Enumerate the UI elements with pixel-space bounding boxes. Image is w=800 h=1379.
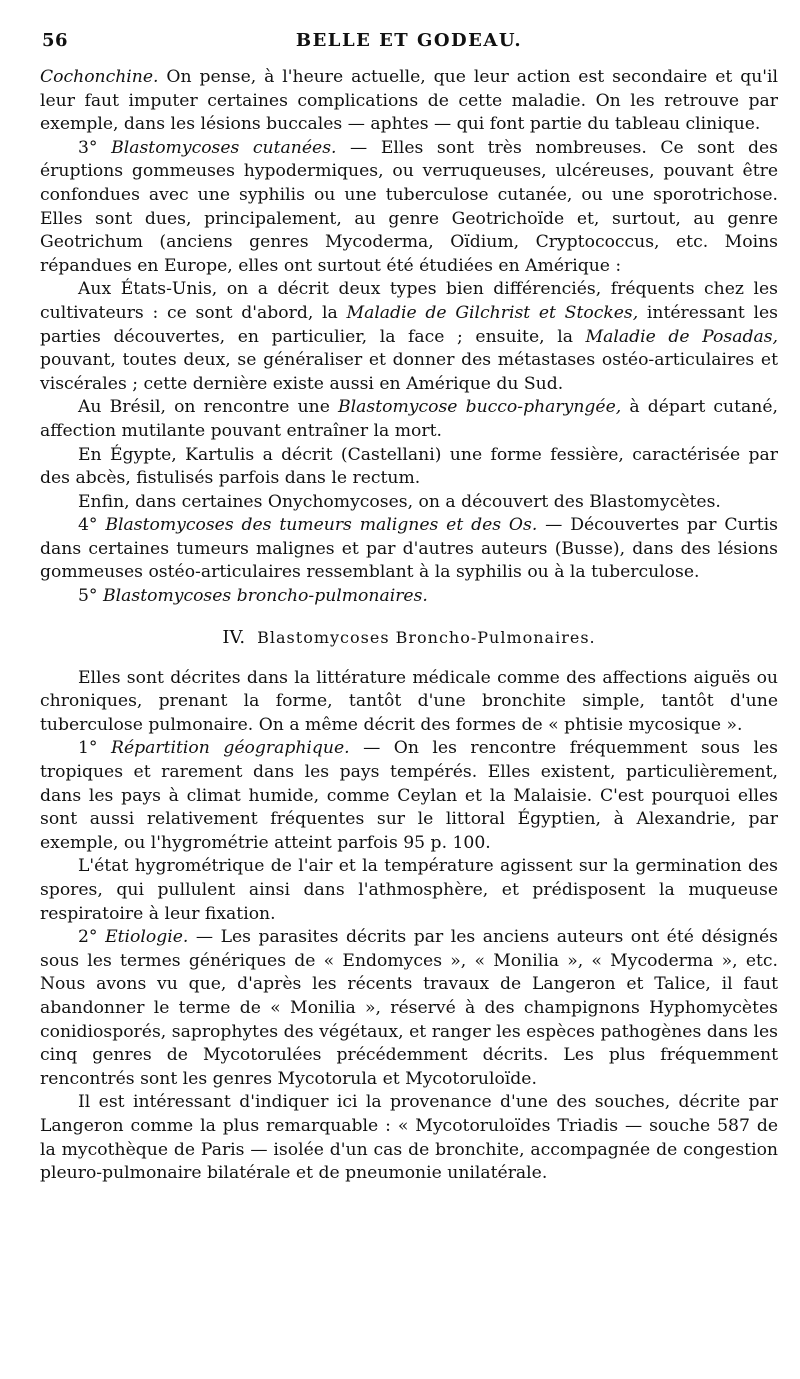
paragraph-text: Elles sont décrites dans la littérature médicale comme des affections aiguës ou chroniques, prenant la forme, tantôt d'une bronchite simple, tantôt d'une tuberculose pulmonaire. On a même décrit des formes de « phtisie mycosique ». [40,667,778,735]
paragraph-text: Il est intéressant d'indiquer ici la provenance d'une des souches, décrite par Langeron comme la plus remarquable : « Mycotoruloïdes Triadis — souche 587 de la mycothèque de Paris — isolée d'un cas de bronchite, accompagnée de congestion pleuro-pulmonaire bilatérale et de pneumonie unilatérale. [40,1092,778,1184]
paragraph-text: Enfin, dans certaines Onychomycoses, on a découvert des Blastomycètes. [78,491,721,512]
running-head [40,30,778,60]
page-number: 56 [42,30,69,51]
italic-heading: Etiologie. [105,927,189,948]
paragraph [40,491,778,515]
italic-heading: Blastomycoses cutanées. [111,137,337,158]
paragraph [40,926,778,1091]
italic-heading: Blastomycoses des tumeurs malignes et des Os. [105,515,538,536]
running-title: BELLE ET GODEAU. [295,30,523,51]
paragraph-text: — Découvertes par Curtis dans certaines tumeurs malignes et par d'autres auteurs (Busse), dans des lésions gommeuses ostéo-articulaires ressemblant à la syphilis ou à la tuberculose. [40,515,778,583]
section-title: Blastomycoses Broncho-Pulmonaires. [257,627,596,647]
paragraph [40,396,778,443]
section-heading [40,627,778,649]
item-number: 5° [78,586,98,607]
paragraph-text: intéressant les parties découvertes, en particulier, la face ; ensuite, la [40,302,778,347]
item-number: 4° [78,515,98,536]
document-page [40,30,778,1186]
paragraph-text: — Elles sont très nombreuses. Ce sont des éruptions gommeuses hypodermiques, ou verruqueuses, ulcéreuses, pouvant être confondues avec une syphilis ou une tuberculose cutanée, ou une sporotrichose. Elles sont dues, principalement, au genre Geotrichoïde et, surtout, au genre Geotrichum (anciens genres Mycoderma, Oïdium, Cryptococcus, etc. Moins répandues en Europe, elles ont surtout été étudiées en Amérique : [40,137,778,276]
item-number: 2° [78,927,98,948]
paragraph-text: On pense, à l'heure actuelle, que leur action est secondaire et qu'il leur faut imputer certaines complications de cette maladie. On les retrouve par exemple, dans les lésions buccales — aphtes — qui font partie du tableau clinique. [40,67,778,135]
paragraph [40,137,778,279]
paragraph [40,66,778,137]
italic-term: Cochonchine. [40,67,159,87]
paragraph-text: à départ cutané, affection mutilante pouvant entraîner la mort. [40,397,778,441]
paragraph-text: — On les rencontre fréquemment sous les tropiques et rarement dans les pays tempérés. Elles existent, particulièrement, dans les pays à climat humide, comme Ceylan et la Malaisie. C'est pourquoi elles sont aussi relativement fréquentes sur le littoral Égyptien, à Alexandrie, par exemple, ou l'hygrométrie atteint parfois 95 p. 100. [40,738,778,853]
italic-term: Maladie de Posadas, [585,326,778,347]
paragraph [40,667,778,738]
paragraph [40,514,778,585]
paragraph [40,737,778,855]
paragraph-text: L'état hygrométrique de l'air et la température agissent sur la germination des spores, qui pullulent ainsi dans l'athmosphère, et prédisposent la muqueuse respiratoire à leur fixation. [40,856,778,924]
item-number: 3° [78,137,98,158]
item-number: 1° [78,738,98,759]
italic-term: Blastomycose bucco-pharyngée, [338,397,622,418]
paragraph-text: Au Brésil, on rencontre une [78,397,339,418]
italic-heading: Blastomycoses broncho-pulmonaires. [103,586,428,607]
paragraph-text: Aux États-Unis, on a décrit deux types bien différenciés, fréquents chez les cultivateurs : ce sont d'abord, la [40,279,778,323]
italic-term: Maladie de Gilchrist et Stockes, [346,302,639,323]
paragraph [40,585,778,609]
paragraph [40,855,778,926]
section-numeral: IV. [222,626,246,648]
paragraph [40,444,778,491]
paragraph-text: — Les parasites décrits par les anciens auteurs ont été désignés sous les termes génériques de « Endomyces », « Monilia », « Mycoderma », etc. Nous avons vu que, d'après les récents travaux de Langeron et Talice, il faut abandonner le terme de « Monilia », réservé à des champignons Hyphomycètes conidiosporés, saprophytes des végétaux, et ranger les espèces pathogènes dans les cinq genres de Mycotorulées précédemment décrits. Les plus fréquemment rencontrés sont les genres Mycotorula et Mycotoruloïde. [40,927,778,1089]
paragraph-text: pouvant, toutes deux, se généraliser et donner des métastases ostéo-articulaires et viscérales ; cette dernière existe aussi en Amérique du Sud. [40,350,778,394]
paragraph [40,278,778,396]
paragraph [40,1091,778,1185]
paragraph-text: En Égypte, Kartulis a décrit (Castellani) une forme fessière, caractérisée par des abcès, fistulisés parfois dans le rectum. [40,444,778,489]
italic-heading: Répartition géographique. [111,738,350,759]
